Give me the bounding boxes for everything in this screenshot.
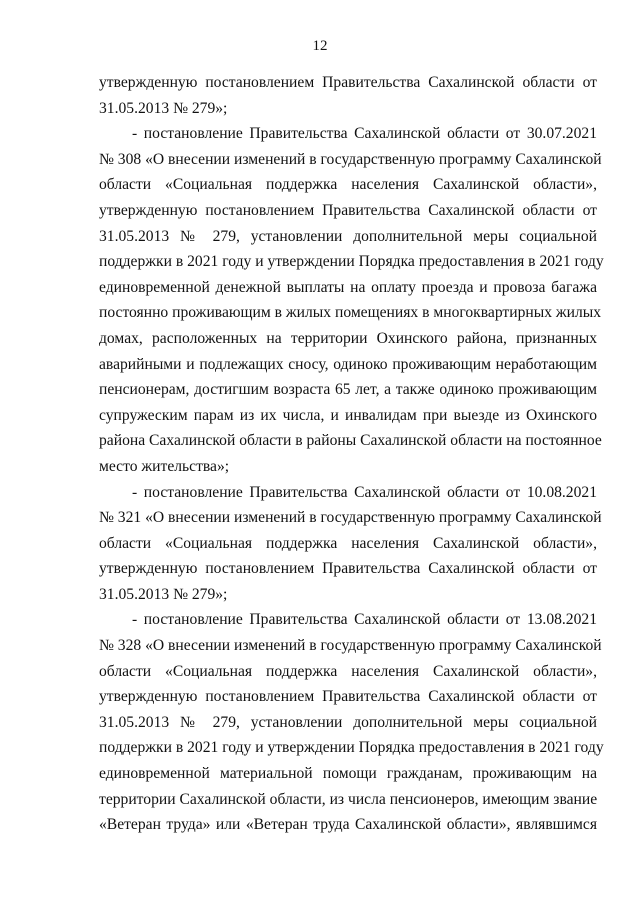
text-line: утвержденную постановлением Правительства Сахалинской области от [99, 74, 597, 91]
text-line: место жительства»; [99, 457, 230, 475]
text-line: - постановление Правительства Сахалинской области от 10.08.2021 [132, 483, 597, 501]
text-line: области «Социальная поддержка населения Сахалинской области», [99, 662, 597, 680]
text-line: утвержденную постановлением Правительства Сахалинской области от [99, 560, 597, 578]
page-number: 12 [312, 38, 328, 54]
text-line: № 308 «О внесении изменений в государственную программу Сахалинской [99, 150, 602, 168]
text-line: 31.05.2013 № 279»; [99, 99, 228, 117]
document-body [99, 70, 604, 838]
text-line: «Ветеран труда» или «Ветеран труда Сахалинской области», являвшимся [99, 816, 597, 834]
text-line: поддержки в 2021 году и утверждении Порядка предоставления в 2021 году [99, 253, 604, 271]
text-line: постоянно проживающим в жилых помещениях в многоквартирных жилых [99, 304, 602, 322]
text-line: поддержки в 2021 году и утверждении Порядка предоставления в 2021 году [99, 739, 604, 757]
text-line: утвержденную постановлением Правительства Сахалинской области от [99, 688, 597, 706]
text-line: супружеским парам из их числа, и инвалидам при выезде из Охинского [99, 406, 597, 424]
text-line: аварийными и подлежащих сносу, одиноко проживающим неработающим [99, 355, 597, 373]
text-line: домах, расположенных на территории Охинского района, признанных [99, 329, 597, 347]
text-line: - постановление Правительства Сахалинской области от 13.08.2021 [132, 611, 597, 629]
text-line: единовременной материальной помощи гражданам, проживающим на [99, 765, 597, 783]
text-line: единовременной денежной выплаты на оплату проезда и провоза багажа [99, 278, 597, 296]
text-line: территории Сахалинской области, из числа пенсионеров, имеющим звание [99, 790, 598, 808]
text-line: области «Социальная поддержка населения Сахалинской области», [99, 176, 597, 194]
text-line: 31.05.2013 № 279»; [99, 585, 228, 603]
text-line: 31.05.2013 № 279, установлении дополнительной меры социальной [99, 227, 597, 245]
text-line: области «Социальная поддержка населения Сахалинской области», [99, 534, 597, 552]
text-line: района Сахалинской области в районы Сахалинской области на постоянное [99, 432, 602, 450]
text-line: № 321 «О внесении изменений в государственную программу Сахалинской [99, 509, 602, 527]
text-line: - постановление Правительства Сахалинской области от 30.07.2021 [132, 125, 597, 143]
text-line: 31.05.2013 № 279, установлении дополнительной меры социальной [99, 713, 597, 731]
text-line: пенсионерам, достигшим возраста 65 лет, а также одиноко проживающим [99, 381, 597, 399]
text-line: № 328 «О внесении изменений в государственную программу Сахалинской [99, 637, 602, 655]
text-line: утвержденную постановлением Правительства Сахалинской области от [99, 201, 597, 219]
